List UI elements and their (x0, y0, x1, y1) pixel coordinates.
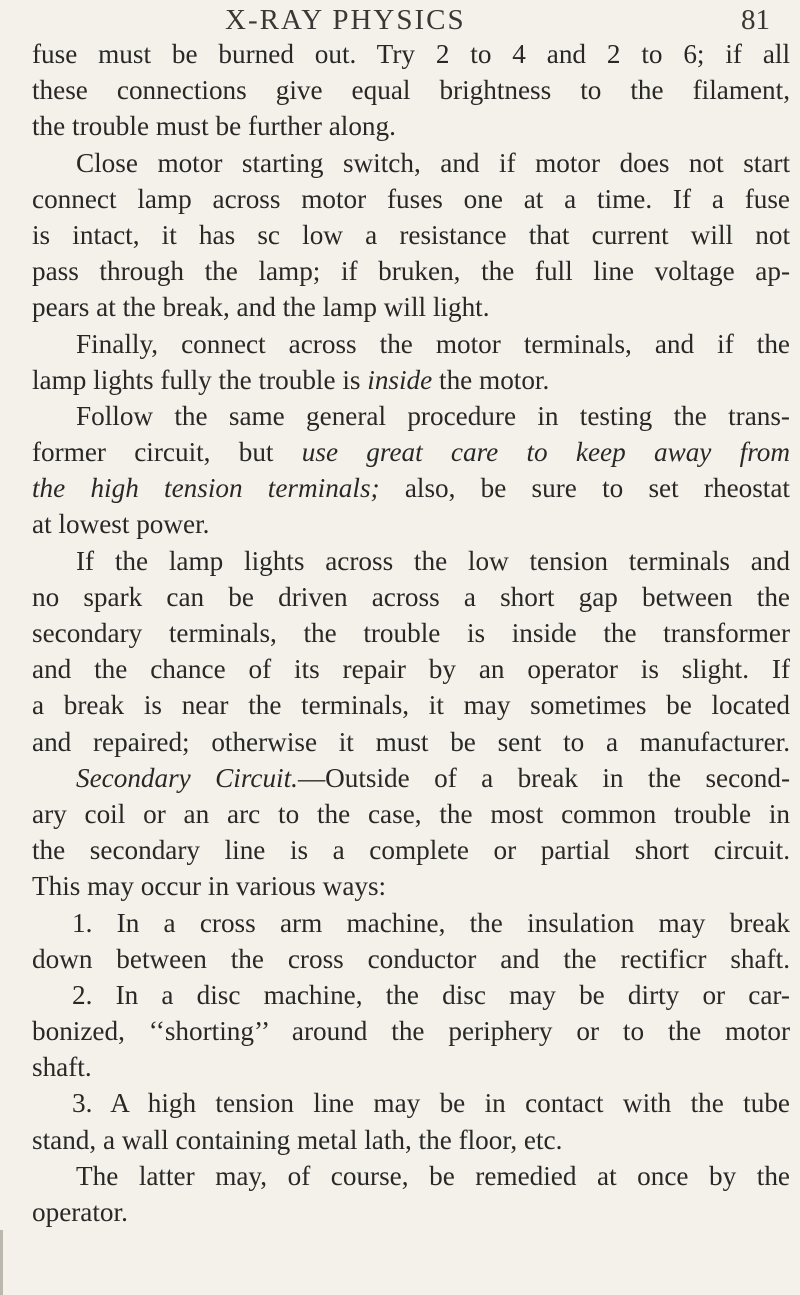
text-segment: lamp lights fully the trouble is (32, 364, 368, 395)
italic-text: Secondary Circuit. (76, 762, 298, 793)
text-line: and repaired; otherwise it must be sent to a manufacturer. (32, 726, 790, 757)
text-line: the trouble must be further along. (32, 111, 396, 142)
text-line: 1. In a cross arm machine, the insulation may break (72, 907, 790, 938)
body-text (32, 36, 790, 1230)
text-line: shaft. (32, 1052, 92, 1083)
text-line: fuse must be burned out. Try 2 to 4 and 2 to 6; if all (32, 39, 790, 69)
text-line: pass through the lamp; if bruken, the full line voltage ap- (32, 256, 790, 287)
text-line: 3. A high tension line may be in contact with the tube (72, 1088, 790, 1119)
text-line: stand, a wall containing metal lath, the floor, etc. (32, 1124, 563, 1155)
text-line: 2. In a disc machine, the disc may be dirty or car- (72, 979, 790, 1010)
text-line: pears at the break, and the lamp will light. (32, 292, 490, 323)
running-title: X-RAY PHYSICS (225, 4, 466, 36)
italic-text: inside (367, 364, 433, 395)
text-line: the secondary line is a complete or partial short circuit. (32, 835, 790, 866)
text-line: connect lamp across motor fuses one at a time. If a fuse (32, 183, 790, 214)
text-line: Finally, connect across the motor terminals, and if the (76, 328, 790, 359)
text-line (32, 470, 790, 506)
italic-text: the high tension terminals; (32, 473, 380, 504)
text-line: operator. (32, 1197, 128, 1227)
text-line: down between the cross conductor and the rectificr shaft. (32, 943, 790, 974)
text-line: no spark can be driven across a short gap between the (32, 581, 790, 612)
page-number: 81 (741, 4, 770, 36)
text-segment: former circuit, but (32, 437, 302, 468)
page-edge-shadow (0, 1230, 3, 1295)
text-line: This may occur in various ways: (32, 871, 387, 902)
text-line: Close motor starting switch, and if motor does not start (76, 147, 790, 178)
text-line: ary coil or an arc to the case, the most common trouble in (32, 798, 790, 829)
text-line: these connections give equal brightness to the filament, (32, 75, 790, 106)
text-line (32, 362, 790, 398)
text-line: If the lamp lights across the low tension terminals and (76, 545, 790, 576)
text-segment: —Outside of a break in the second- (297, 762, 790, 793)
text-line: secondary terminals, the trouble is inside the transformer (32, 618, 790, 648)
text-segment: also, be sure to set rheostat (379, 473, 790, 504)
text-line: at lowest power. (32, 509, 210, 540)
text-line: The latter may, of course, be remedied at once by the (76, 1160, 790, 1191)
text-line: a break is near the terminals, it may sometimes be located (32, 690, 790, 721)
text-segment: the motor. (432, 364, 550, 395)
text-line (32, 434, 790, 470)
text-line: is intact, it has sc low a resistance that current will not (32, 219, 790, 250)
text-line: Follow the same general procedure in testing the trans- (76, 400, 790, 431)
text-line: bonized, ‘‘shorting’’ around the periphery or to the motor (32, 1016, 790, 1047)
italic-text: use great care to keep away from (301, 437, 790, 468)
text-line: and the chance of its repair by an operator is slight. If (32, 654, 790, 685)
text-line (32, 760, 790, 796)
